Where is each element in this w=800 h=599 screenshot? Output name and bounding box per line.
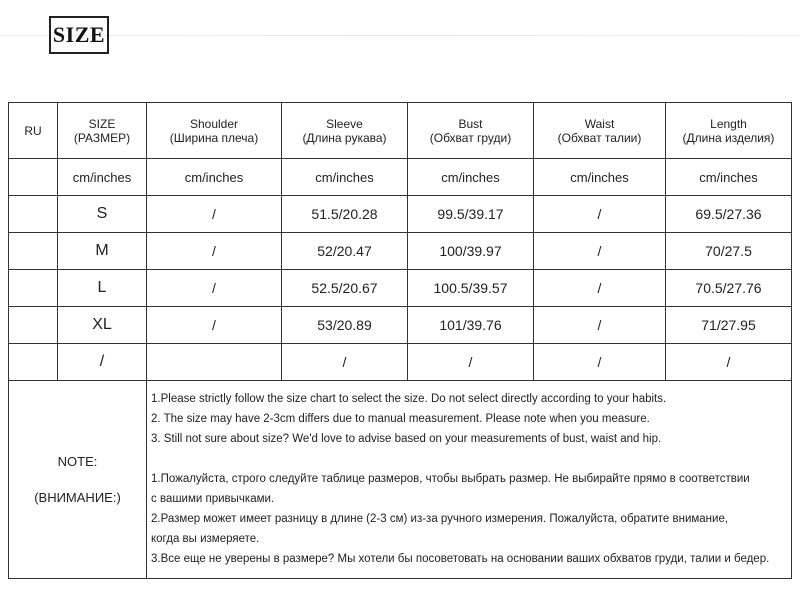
header-length	[666, 103, 792, 159]
note-label-en: NOTE:	[57, 453, 98, 469]
sleeve-cell: /	[282, 344, 408, 381]
note-ru-line: 1.Пожалуйста, строго следуйте таблице размеров, чтобы выбрать размер. Не выбирайте прямо в соответствии	[151, 473, 750, 485]
length-cell: /	[666, 344, 792, 381]
table-row	[9, 196, 792, 233]
header-shoulder-en: Shoulder	[189, 116, 239, 131]
header-waist	[534, 103, 666, 159]
header-waist-en: Waist	[584, 116, 615, 131]
header-sleeve	[282, 103, 408, 159]
note-ru-line: 3.Все еще не уверены в размере? Мы хотели бы посоветовать на основании ваших обхватов груди, талии и бедер.	[151, 553, 770, 565]
sleeve-cell: 52.5/20.67	[282, 270, 408, 307]
header-length-en: Length	[710, 116, 747, 131]
note-ru-line: с вашими привычками.	[151, 493, 275, 505]
note-text-cell	[147, 381, 792, 579]
ru-cell	[9, 196, 58, 233]
unit-cell: cm/inches	[282, 159, 408, 196]
note-en-line: 2. The size may have 2-3cm differs due to manual measurement. Please note when you measure.	[151, 413, 650, 425]
unit-cell: cm/inches	[58, 159, 147, 196]
shoulder-cell: /	[147, 233, 282, 270]
header-bust	[408, 103, 534, 159]
size-cell: /	[58, 344, 147, 381]
header-shoulder	[147, 103, 282, 159]
bust-cell: 100.5/39.57	[408, 270, 534, 307]
note-row	[9, 381, 792, 579]
ru-cell	[9, 344, 58, 381]
length-cell: 69.5/27.36	[666, 196, 792, 233]
waist-cell: /	[534, 344, 666, 381]
size-cell: M	[58, 233, 147, 270]
note-spacer	[151, 449, 787, 469]
header-shoulder-ru: (Ширина плеча)	[169, 130, 259, 145]
shoulder-cell: /	[147, 270, 282, 307]
length-cell: 70/27.5	[666, 233, 792, 270]
units-row	[9, 159, 792, 196]
sleeve-cell: 53/20.89	[282, 307, 408, 344]
bust-cell: 99.5/39.17	[408, 196, 534, 233]
waist-cell: /	[534, 233, 666, 270]
ru-cell	[9, 307, 58, 344]
size-cell: S	[58, 196, 147, 233]
header-size	[58, 103, 147, 159]
note-en-line: 1.Please strictly follow the size chart to select the size. Do not select directly according to your habits.	[151, 393, 667, 405]
table-row	[9, 344, 792, 381]
bust-cell: 101/39.76	[408, 307, 534, 344]
header-bust-en: Bust	[458, 116, 483, 131]
size-cell: L	[58, 270, 147, 307]
note-label-ru: (ВНИМАНИЕ:)	[34, 489, 121, 505]
waist-cell: /	[534, 270, 666, 307]
header-row	[9, 103, 792, 159]
header-ru-label: RU	[24, 123, 42, 138]
top-divider-line	[0, 35, 800, 36]
size-title-badge: SIZE	[49, 16, 109, 54]
header-waist-ru: (Обхват талии)	[557, 130, 642, 145]
table-row	[9, 233, 792, 270]
unit-cell: cm/inches	[408, 159, 534, 196]
sleeve-cell: 51.5/20.28	[282, 196, 408, 233]
note-ru-line: когда вы измеряете.	[151, 533, 260, 545]
unit-cell: cm/inches	[534, 159, 666, 196]
ru-cell	[9, 233, 58, 270]
sleeve-cell: 52/20.47	[282, 233, 408, 270]
shoulder-cell	[147, 344, 282, 381]
ru-cell	[9, 270, 58, 307]
unit-cell: cm/inches	[147, 159, 282, 196]
header-bust-ru: (Обхват груди)	[429, 130, 512, 145]
note-en-line: 3. Still not sure about size? We'd love to advise based on your measurements of bust, waist and hip.	[151, 433, 662, 445]
header-ru	[9, 103, 58, 159]
bust-cell: /	[408, 344, 534, 381]
bust-cell: 100/39.97	[408, 233, 534, 270]
header-sleeve-ru: (Длина рукава)	[302, 130, 387, 145]
size-chart-table	[8, 102, 792, 579]
header-length-ru: (Длина изделия)	[682, 130, 775, 145]
length-cell: 70.5/27.76	[666, 270, 792, 307]
header-size-en: SIZE	[88, 116, 116, 131]
unit-cell	[9, 159, 58, 196]
table-row	[9, 307, 792, 344]
length-cell: 71/27.95	[666, 307, 792, 344]
note-label-cell	[9, 381, 147, 579]
header-size-ru: (РАЗМЕР)	[73, 130, 131, 145]
table-row	[9, 270, 792, 307]
waist-cell: /	[534, 307, 666, 344]
size-cell: XL	[58, 307, 147, 344]
unit-cell: cm/inches	[666, 159, 792, 196]
shoulder-cell: /	[147, 307, 282, 344]
shoulder-cell: /	[147, 196, 282, 233]
waist-cell: /	[534, 196, 666, 233]
note-ru-line: 2.Размер может имеет разницу в длине (2-3 см) из-за ручного измерения. Пожалуйста, обратите внимание,	[151, 513, 729, 525]
header-sleeve-en: Sleeve	[326, 116, 363, 131]
